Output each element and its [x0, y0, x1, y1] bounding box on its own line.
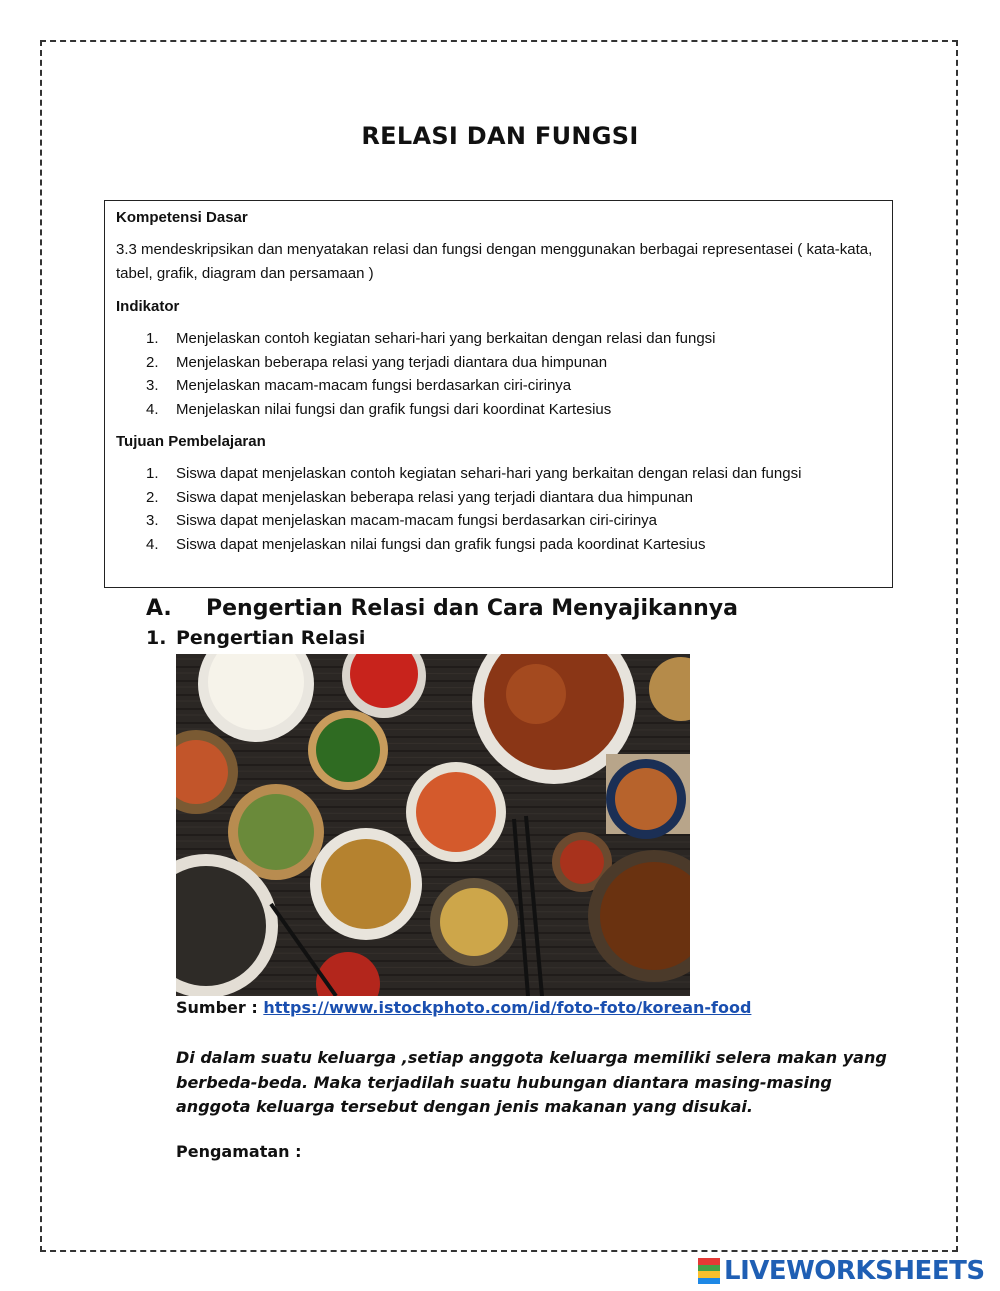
liveworksheets-brand: [698, 1258, 985, 1284]
pengamatan-label: Pengamatan :: [176, 1142, 302, 1161]
section-a-heading: A. Pengertian Relasi dan Cara Menyajikannya: [146, 596, 738, 621]
intro-paragraph: Di dalam suatu keluarga ,setiap anggota keluarga memiliki selera makan yang berbeda-beda. Maka terjadilah suatu hubungan diantara masing-masing anggota keluarga tersebut dengan jenis makanan yang disukai.: [176, 1048, 887, 1116]
list-item: 3. Siswa dapat menjelaskan macam-macam fungsi berdasarkan ciri-cirinya: [146, 512, 658, 529]
tujuan-list: [116, 462, 881, 556]
list-item: 4. Siswa dapat menjelaskan nilai fungsi dan grafik fungsi pada koordinat Kartesius: [146, 535, 706, 553]
section-1-heading: 1. Pengertian Relasi: [146, 627, 366, 649]
list-item: 2. Menjelaskan beberapa relasi yang terjadi diantara dua himpunan: [146, 353, 608, 371]
list-item: 1. Siswa dapat menjelaskan contoh kegiatan sehari-hari yang berkaitan dengan relasi dan fungsi: [146, 465, 802, 482]
list-item: 1. Menjelaskan contoh kegiatan sehari-hari yang berkaitan dengan relasi dan fungsi: [146, 330, 716, 347]
indikator-list: [116, 327, 881, 421]
competency-box: [104, 200, 893, 588]
kompetensi-text: 3.3 mendeskripsikan dan menyatakan relasi dan fungsi dengan menggunakan berbagai representasei ( kata-kata, tabel, grafik, diagram dan persamaan ): [116, 241, 873, 282]
page-title: RELASI DAN FUNGSI: [361, 122, 639, 150]
image-source-caption: Sumber : https://www.istockphoto.com/id/foto-foto/korean-food: [176, 998, 752, 1017]
tujuan-heading: Tujuan Pembelajaran: [116, 433, 266, 450]
source-link[interactable]: https://www.istockphoto.com/id/foto-foto/korean-food: [263, 998, 752, 1017]
korean-food-photo: [176, 654, 690, 996]
indikator-heading: Indikator: [116, 298, 180, 315]
brand-name: LIVEWORKSHEETS: [724, 1256, 985, 1286]
list-item: 4. Menjelaskan nilai fungsi dan grafik fungsi dari koordinat Kartesius: [146, 400, 612, 418]
list-item: 3. Menjelaskan macam-macam fungsi berdasarkan ciri-cirinya: [146, 377, 572, 394]
list-item: 2. Siswa dapat menjelaskan beberapa relasi yang terjadi diantara dua himpunan: [146, 488, 694, 506]
kompetensi-heading: Kompetensi Dasar: [116, 209, 248, 226]
liveworksheets-logo-icon: [698, 1258, 720, 1284]
